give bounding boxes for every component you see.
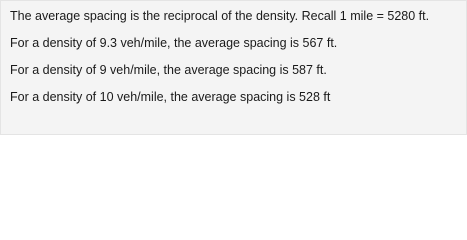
spacing-result-9: For a density of 9 veh/mile, the average spacing is 587 ft. (10, 63, 327, 77)
spacing-result-9-3: For a density of 9.3 veh/mile, the average spacing is 567 ft. (10, 36, 338, 50)
intro-text: The average spacing is the reciprocal of the density. Recall 1 mile = 5280 ft. (10, 9, 430, 23)
spacing-result-10: For a density of 10 veh/mile, the average spacing is 528 ft (10, 90, 331, 104)
